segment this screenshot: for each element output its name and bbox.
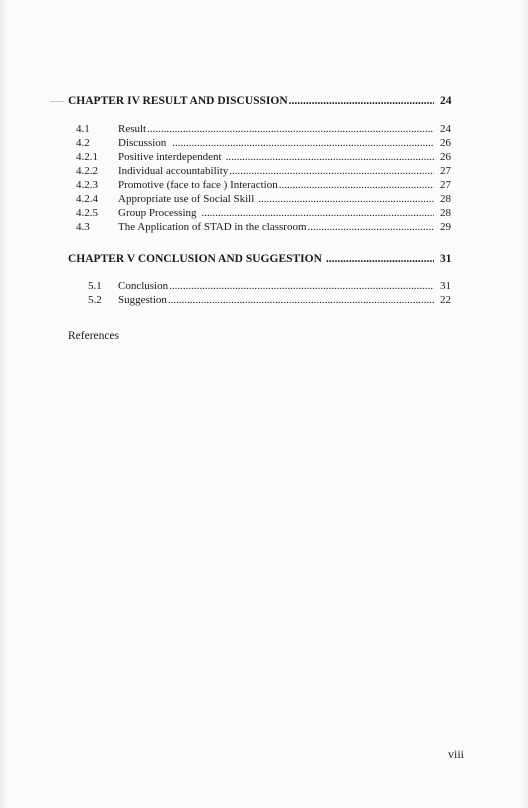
entry-number: 4.2.1 [76, 151, 98, 163]
page-number: 29 [440, 221, 451, 233]
page-number: 31 [440, 253, 452, 265]
page-number: 31 [440, 280, 451, 292]
entry-label: The Application of STAD in the classroom [118, 221, 307, 233]
entry-number: 5.2 [88, 294, 102, 306]
chapter-title: CHAPTER IV RESULT AND DISCUSSION [68, 95, 288, 107]
toc-entry[interactable] [68, 151, 460, 163]
entry-label: Positive interdependent [118, 151, 222, 163]
entry-label: Discussion [118, 137, 167, 149]
toc-entry[interactable] [68, 137, 460, 149]
entry-label: Promotive (face to face ) Interaction [118, 179, 278, 191]
toc-entry[interactable] [68, 165, 460, 177]
dot-leader [202, 207, 434, 219]
entry-number: 4.2.5 [76, 207, 98, 219]
entry-label: Group Processing [118, 207, 197, 219]
page-number: 24 [440, 123, 451, 135]
dot-leader [169, 280, 434, 292]
dot-leader [326, 253, 434, 265]
dot-leader [308, 221, 434, 233]
page-number: 28 [440, 193, 451, 205]
toc-entry[interactable] [68, 123, 460, 135]
chapter-title: CHAPTER V CONCLUSION AND SUGGESTION [68, 253, 322, 265]
toc-entry[interactable] [68, 221, 460, 233]
dot-leader [172, 137, 434, 149]
page-number: 24 [440, 95, 452, 107]
entry-number: 4.2.3 [76, 179, 98, 191]
entry-label: Individual accountability [118, 165, 229, 177]
toc-entry[interactable] [68, 193, 460, 205]
dot-leader [279, 179, 434, 191]
margin-mark [50, 101, 64, 102]
page-folio: viii [448, 747, 465, 761]
entry-number: 5.1 [88, 280, 102, 292]
dot-leader [258, 193, 434, 205]
entry-label: Appropriate use of Social Skill [118, 193, 255, 205]
page-number: 26 [440, 137, 451, 149]
toc-chapter-4[interactable] [68, 95, 460, 107]
entry-label: Suggestion [118, 294, 167, 306]
references-heading[interactable]: References [68, 330, 120, 342]
entry-number: 4.2 [76, 137, 90, 149]
entry-number: 4.2.4 [76, 193, 98, 205]
entry-label: Result [118, 123, 147, 135]
entry-number: 4.3 [76, 221, 90, 233]
dot-leader [168, 294, 434, 306]
dot-leader [289, 95, 434, 107]
toc-chapter-5[interactable] [68, 253, 460, 265]
page-number: 27 [440, 165, 451, 177]
page-number: 26 [440, 151, 451, 163]
page-number: 22 [440, 294, 451, 306]
page-number: 28 [440, 207, 451, 219]
entry-number: 4.2.2 [76, 165, 98, 177]
dot-leader [229, 165, 434, 177]
toc-entry[interactable] [68, 294, 460, 306]
entry-number: 4.1 [76, 123, 90, 135]
dot-leader [226, 151, 434, 163]
dot-leader [147, 123, 434, 135]
entry-label: Conclusion [118, 280, 169, 292]
toc-entry[interactable] [68, 179, 460, 191]
toc-entry[interactable] [68, 207, 460, 219]
page-number: 27 [440, 179, 451, 191]
toc-entry[interactable] [68, 280, 460, 292]
